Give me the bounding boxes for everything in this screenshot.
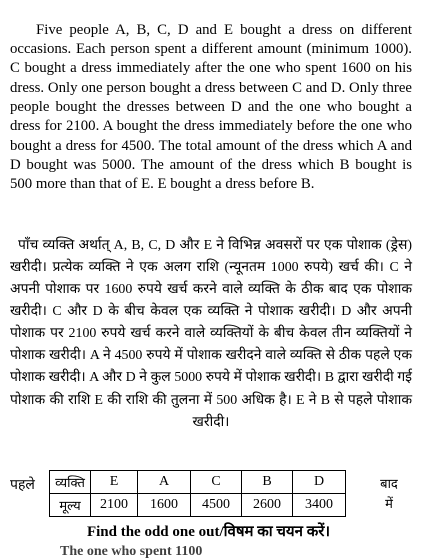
puzzle-hindi-paragraph: पाँच व्यक्ति अर्थात् A, B, C, D और E ने विभिन्न अवसरों पर एक पोशाक (ड्रेस) खरीदी। प्रत्येक व्यक्ति ने एक अलग राशि (न्यूनतम 1000 रुपये) खर्च की। C ने अपनी पोशाक पर 1600 रुपये खर्च करने वाले व्यक्ति के ठीक बाद एक पोशाक खरीदी। C और D के बीच केवल एक व्यक्ति ने पोशाक खरीदी। D और अपनी पोशाक पर 2100 रुपये खर्च करने वाले व्यक्तियों के बीच केवल तीन व्यक्तियों ने पोशाक खरीदी। A ने 4500 रुपये में पोशाक खरीदने वाले व्यक्ति से ठीक पहले एक पोशाक खरीदी। A और D ने कुल 5000 रुपये में पोशाक खरीदी। B द्वारा खरीदी गई पोशाक की राशि E की राशि की तुलना में 500 अधिक है। E ने B से पहले पोशाक खरीदी। <box>10 237 412 430</box>
price-cell: 1600 <box>138 494 191 517</box>
person-cell: E <box>91 471 138 494</box>
person-cell: B <box>242 471 293 494</box>
table-row <box>50 471 346 494</box>
price-cell: 2600 <box>242 494 293 517</box>
person-cell: C <box>191 471 242 494</box>
price-cell: 2100 <box>91 494 138 517</box>
person-cell: A <box>138 471 191 494</box>
table-row <box>50 494 346 517</box>
person-row-header: व्यक्ति <box>50 471 91 494</box>
partial-option-text: The one who spent 1100 <box>60 544 203 559</box>
price-cell: 4500 <box>191 494 242 517</box>
price-row-header: मूल्य <box>50 494 91 517</box>
arrangement-table <box>49 470 346 517</box>
question-text: Find the odd one out/विषम का चयन करें। <box>86 524 331 540</box>
before-label: पहले <box>10 478 35 493</box>
price-cell: 3400 <box>293 494 346 517</box>
puzzle-english-paragraph: Five people A, B, C, D and E bought a dress on different occasions. Each person spent a different amount (minimum 1000). C bought a dress immediately after the one who spent 1600 on his dress. Only one person bought a dress between C and D. Only three people bought the dresses between D and the one who bought a dress for 2100. A bought the dress immediately before the one who bought a dress for 4500. The total amount of the dress which A and D bought was 5000. The amount of the dress which B bought is 500 more than that of E. E bought a dress before B. <box>10 21 412 193</box>
person-cell: D <box>293 471 346 494</box>
after-label: बाद में <box>380 476 398 511</box>
